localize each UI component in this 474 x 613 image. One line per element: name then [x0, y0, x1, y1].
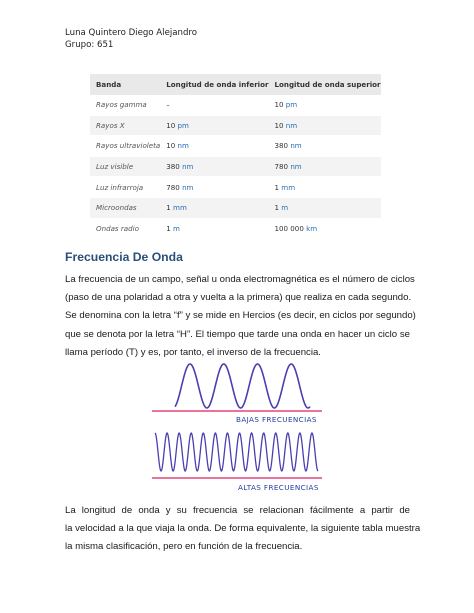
band-cell: [90, 197, 160, 218]
paragraph-line: La longitud de onda y su frecuencia se relacionan fácilmente a partir de: [65, 505, 410, 516]
column-header-lower: Longitud de onda inferior: [160, 74, 268, 95]
band-cell: [90, 115, 160, 136]
paragraph-line: La frecuencia de un campo, señal u onda electromagnética es el número de ciclos: [65, 274, 415, 285]
high-frequency-wave-group: [152, 433, 322, 492]
paragraph-line: llama período (T) y es, por tanto, el inverso de la frecuencia.: [65, 346, 321, 358]
value-text: 10: [166, 141, 176, 151]
wavelength-table: [90, 74, 381, 239]
paragraph-frequency: [65, 271, 416, 362]
upper-wavelength-cell: [269, 177, 381, 198]
lower-wavelength-cell: [160, 156, 268, 177]
band-cell: [90, 218, 160, 239]
value-text: 1: [274, 203, 280, 213]
upper-wavelength-cell: [269, 115, 381, 136]
unit-text: m: [281, 203, 289, 213]
document-header: [65, 27, 197, 51]
lower-wavelength-cell: [160, 115, 268, 136]
value-text: 780: [274, 162, 289, 172]
table-header-row: [90, 74, 381, 95]
band-cell: [90, 136, 160, 157]
column-header-band: Banda: [90, 74, 160, 95]
upper-wavelength-cell: [269, 197, 381, 218]
upper-wavelength-cell: [269, 218, 381, 239]
value-text: 380: [166, 162, 180, 172]
table-row: [90, 218, 381, 239]
upper-wavelength-cell: [269, 156, 381, 177]
low-frequency-label: BAJAS FRECUENCIAS: [236, 415, 317, 424]
author-name: Luna Quintero Diego Alejandro: [65, 28, 198, 38]
unit-text: nm: [285, 120, 298, 130]
value-text: 100 000: [274, 223, 304, 233]
upper-wavelength-cell: [269, 136, 381, 157]
band-name: Rayos gamma: [96, 100, 147, 110]
lower-wavelength-cell: [160, 218, 268, 239]
value-text: 10: [274, 120, 284, 130]
table-row: [90, 197, 381, 218]
paragraph-line: que se denota por la letra “H”. El tiempo que tarde una onda en hacer un ciclo se: [65, 328, 410, 340]
unit-text: km: [306, 223, 318, 233]
low-frequency-wave: [175, 364, 310, 408]
paragraph-relation: [65, 502, 421, 557]
frequency-waves-figure: [150, 360, 325, 500]
table-row: [90, 156, 381, 177]
low-frequency-wave-group: [152, 364, 322, 424]
table-row: [90, 95, 381, 115]
paragraph-line: la velocidad a la que viaja la onda. De forma equivalente, la siguiente tabla muestra: [65, 523, 421, 535]
band-cell: [90, 95, 160, 115]
unit-text: nm: [182, 162, 194, 172]
lower-wavelength-cell: [160, 95, 268, 115]
value-text: –: [166, 100, 170, 110]
band-name: Microondas: [96, 203, 137, 213]
table-row: [90, 136, 381, 157]
unit-text: mm: [173, 203, 187, 213]
paragraph-line: (paso de una polaridad a otra y vuelta a la primera) que realiza en cada segundo.: [65, 292, 412, 304]
unit-text: mm: [281, 182, 296, 192]
unit-text: nm: [290, 162, 302, 172]
band-name: Luz visible: [96, 162, 134, 172]
paragraph-line: Se denomina con la letra “f” y se mide en Hercios (es decir, en ciclos por segundo): [65, 310, 416, 322]
unit-text: nm: [177, 141, 189, 151]
column-header-upper: Longitud de onda superior: [269, 74, 381, 95]
value-text: 10: [274, 100, 284, 110]
lower-wavelength-cell: [160, 197, 268, 218]
unit-text: nm: [182, 182, 194, 192]
value-text: 1: [166, 203, 171, 213]
band-name: Luz infrarroja: [96, 182, 144, 192]
unit-text: m: [173, 223, 180, 233]
lower-wavelength-cell: [160, 136, 268, 157]
value-text: 380: [274, 141, 289, 151]
high-frequency-label: ALTAS FRECUENCIAS: [238, 483, 319, 492]
band-cell: [90, 156, 160, 177]
section-title: Frecuencia De Onda: [65, 250, 183, 264]
band-cell: [90, 177, 160, 198]
value-text: 1: [274, 182, 280, 192]
band-name: Rayos ultravioleta: [96, 141, 161, 151]
band-name: Ondas radio: [96, 223, 139, 233]
value-text: 10: [166, 120, 176, 130]
unit-text: nm: [290, 141, 302, 151]
unit-text: pm: [285, 100, 298, 110]
value-text: 1: [166, 223, 171, 233]
value-text: 780: [166, 182, 180, 192]
band-name: Rayos X: [96, 120, 125, 130]
paragraph-line: la misma clasificación, pero en función de la frecuencia.: [65, 541, 303, 553]
lower-wavelength-cell: [160, 177, 268, 198]
table-row: [90, 177, 381, 198]
upper-wavelength-cell: [269, 95, 381, 115]
table-row: [90, 115, 381, 136]
high-frequency-wave: [155, 433, 318, 471]
unit-text: pm: [177, 120, 189, 130]
group-label: Grupo: 651: [65, 40, 114, 50]
